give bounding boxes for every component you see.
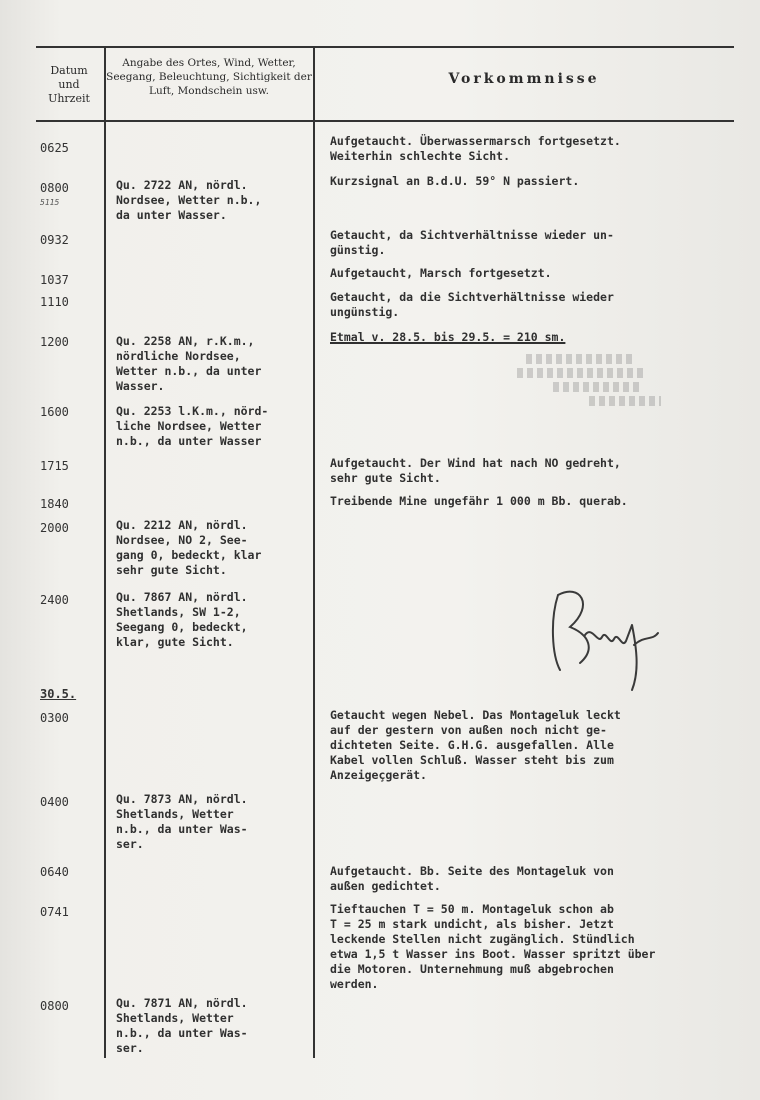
top-rule [36,46,734,48]
entry-event: Treibende Mine ungefähr 1 000 m Bb. querab. [330,494,628,508]
entry-event: Kurzsignal an B.d.U. 59° N passiert. [330,174,580,188]
entry-time: 0741 [40,905,69,919]
entry-event: Aufgetaucht. Der Wind hat nach NO gedreht, sehr gute Sicht. [330,456,621,485]
entry-event: Getaucht wegen Nebel. Das Montageluk leckt auf der gestern von außen noch nicht ge- dichteten Seite. G.H.G. ausgefallen. Alle Kabel vollen Schluß. Wasser steht bis zum Anzeigeçgerät. [330,708,621,782]
entry-time: 1200 [40,335,69,349]
entry-time: 0800 [40,181,69,195]
entry-event: Etmal v. 28.5. bis 29.5. = 210 sm. [330,330,566,344]
entry-place: Qu. 2258 AN, r.K.m., nördliche Nordsee, Wetter n.b., da unter Wasser. [116,334,262,393]
entry-place: Qu. 2212 AN, nördl. Nordsee, NO 2, See- gang 0, bedeckt, klar sehr gute Sicht. [116,518,262,577]
entry-time: 0800 [40,999,69,1013]
entry-time: 1600 [40,405,69,419]
entry-time: 0625 [40,141,69,155]
margin-note: 5115 [40,198,60,207]
entry-event: Getaucht, da die Sichtverhältnisse wieder ungünstig. [330,290,614,319]
entry-time: 1037 [40,273,69,287]
entry-time: 0640 [40,865,69,879]
entry-time: 2400 [40,593,69,607]
header-place: Angabe des Ortes, Wind, Wetter, Seegang, Beleuchtung, Sichtigkeit der Luft, Mondschein usw. [106,57,312,97]
header-rule [36,120,734,122]
entry-time: 0300 [40,711,69,725]
entry-place: Qu. 7871 AN, nördl. Shetlands, Wetter n.b., da unter Was- ser. [116,996,248,1055]
entry-time: 1715 [40,459,69,473]
header-events: Vorkommnisse [448,71,600,87]
entry-time: 2000 [40,521,69,535]
entry-time: 0932 [40,233,69,247]
entry-time: 1840 [40,497,69,511]
entry-event: Tieftauchen T = 50 m. Montageluk schon ab T = 25 m stark undicht, als bisher. Jetzt leckende Stellen nicht zugänglich. Stündlich etwa 1,5 t Wasser ins Boot. Wasser spritzt über die Motoren. Unternehmung muß abgebrochen werden. [330,902,656,991]
column-divider-1 [104,48,106,1058]
entry-event: Aufgetaucht, Marsch fortgesetzt. [330,266,552,280]
faded-stamp [490,350,670,440]
entry-event: Getaucht, da Sichtverhältnisse wieder un- günstig. [330,228,614,257]
entry-date: 30.5. [40,687,77,701]
signature-icon [540,575,680,705]
entry-place: Qu. 7873 AN, nördl. Shetlands, Wetter n.b., da unter Was- ser. [116,792,248,851]
entry-place: Qu. 2722 AN, nördl. Nordsee, Wetter n.b., da unter Wasser. [116,178,262,222]
entry-event: Aufgetaucht. Bb. Seite des Montageluk von außen gedichtet. [330,864,614,893]
entry-time: 1110 [40,295,69,309]
entry-place: Qu. 2253 l.K.m., nörd- liche Nordsee, Wetter n.b., da unter Wasser [116,404,269,448]
column-divider-2 [313,48,315,1058]
entry-place: Qu. 7867 AN, nördl. Shetlands, SW 1-2, Seegang 0, bedeckt, klar, gute Sicht. [116,590,248,649]
header-date-time: Datum und Uhrzeit [48,64,90,105]
entry-event: Aufgetaucht. Überwassermarsch fortgesetzt. Weiterhin schlechte Sicht. [330,134,621,163]
entry-time: 0400 [40,795,69,809]
